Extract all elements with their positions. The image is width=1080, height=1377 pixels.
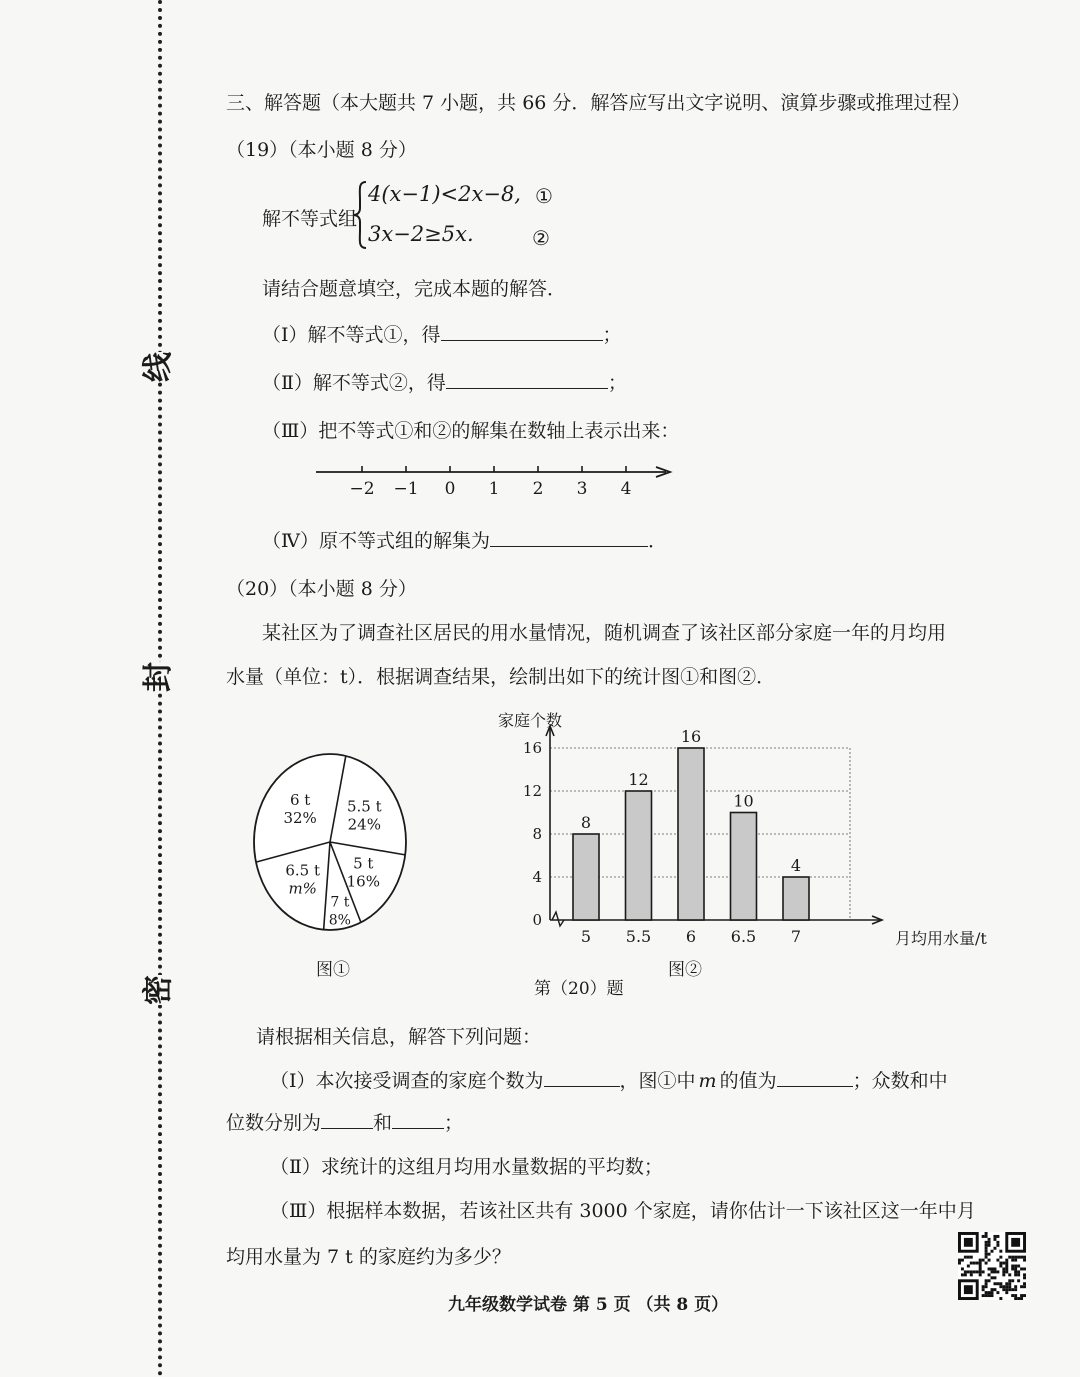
number-line-label: 2 [532, 479, 544, 499]
number-line-ticks [349, 466, 631, 499]
bar-6.5 [731, 813, 757, 921]
number-line-label: 3 [576, 479, 588, 499]
q20-part1-line1 [270, 1066, 948, 1093]
bar-value-label: 8 [580, 813, 592, 832]
q20-part2: （Ⅱ）求统计的这组月均用水量数据的平均数； [270, 1156, 663, 1178]
x-tick-label: 6 [685, 927, 697, 946]
inequality-2: 3x−2≥5x. [368, 222, 474, 246]
part2-text: （Ⅱ）解不等式②，得 [262, 372, 446, 394]
bar-5 [573, 834, 599, 920]
q19-instruction: 请结合题意填空，完成本题的解答． [262, 278, 567, 300]
pie-percent-label: m% [288, 879, 317, 898]
part1-answer-blank[interactable] [441, 321, 603, 341]
x-tick-label: 5.5 [625, 927, 652, 946]
margin-char-feng: 封 [133, 662, 177, 692]
number-line-label: −1 [393, 479, 419, 499]
page-footer: 九年级数学试卷 第 5 页 （共 8 页） [448, 1295, 729, 1315]
number-line-label: 1 [488, 479, 500, 499]
number-line[interactable] [310, 458, 690, 508]
axis-break [552, 912, 564, 926]
qi-a-text: （Ⅰ）本次接受调查的家庭个数为 [270, 1070, 544, 1092]
margin-char-mi: 密 [133, 975, 177, 1005]
part1-text: （Ⅰ）解不等式①，得 [262, 324, 441, 346]
pie-percent-label: 8% [328, 912, 351, 929]
part4-text: （Ⅳ）原不等式组的解集为 [262, 530, 490, 552]
qi-e-text: 位数分别为 [226, 1112, 322, 1134]
brace-symbol [350, 180, 370, 250]
q19-part2 [262, 368, 627, 395]
q19-header: （19）（本小题 8 分） [226, 139, 417, 161]
fig1-caption: 图① [316, 960, 350, 980]
x-tick-label: 6.5 [730, 927, 757, 946]
q19-part3: （Ⅲ）把不等式①和②的解集在数轴上表示出来： [262, 420, 680, 442]
qi-g-text: ； [444, 1112, 464, 1134]
y-tick-label: 8 [532, 825, 542, 843]
y-tick-label: 12 [522, 782, 542, 800]
x-tick-label: 5 [580, 927, 592, 946]
inequality-2-mark: ② [532, 226, 550, 250]
bar-5.5 [626, 791, 652, 920]
q20-part3-line1: （Ⅲ）根据样本数据，若该社区共有 3000 个家庭，请你估计一下该社区这一年中月 [270, 1200, 976, 1222]
mode-blank[interactable] [321, 1109, 373, 1129]
part4-period: ． [647, 530, 667, 552]
q20-para2: 水量（单位：t）．根据调查结果，绘制出如下的统计图①和图②． [226, 666, 776, 688]
q19-part4 [262, 526, 667, 553]
bar-value-label: 10 [733, 791, 754, 811]
pie-percent-label: 32% [283, 809, 317, 828]
number-line-label: −2 [349, 479, 375, 499]
pie-category-label: 6.5 t [285, 861, 321, 880]
median-blank[interactable] [392, 1109, 444, 1129]
x-tick-label: 7 [790, 927, 802, 946]
q20-part1-line2 [226, 1108, 463, 1135]
part4-answer-blank[interactable] [490, 527, 648, 547]
bar-value-label: 16 [680, 727, 702, 746]
fig2-caption: 图② [668, 960, 702, 980]
y-tick-label: 4 [532, 868, 542, 886]
pie-category-label: 5 t [353, 854, 374, 873]
y-tick-label: 16 [522, 739, 542, 757]
pie-category-label: 5.5 t [346, 797, 382, 816]
bar-7 [783, 877, 809, 920]
qi-d-text: ；众数和中 [852, 1070, 948, 1092]
qi-f-text: 和 [373, 1112, 393, 1134]
part1-semicolon: ； [602, 324, 622, 346]
part2-semicolon: ； [607, 372, 627, 394]
pie-chart [250, 752, 420, 932]
pie-category-label: 7 t [330, 894, 350, 911]
y-axis-label: 家庭个数 [497, 711, 563, 730]
q19-part1 [262, 320, 622, 347]
q19-intro: 解不等式组 [262, 208, 358, 230]
figure-caption: 第（20）题 [534, 979, 624, 999]
margin-char-xian: 线 [133, 352, 177, 382]
bar-value-label: 12 [628, 770, 649, 789]
section3-title: 三、解答题（本大题共 7 小题，共 66 分．解答应写出文字说明、演算步骤或推理过程） [226, 92, 971, 114]
qr-code[interactable] [958, 1232, 1026, 1300]
number-line-label: 4 [620, 479, 632, 499]
qi-m-variable: m [698, 1070, 717, 1092]
inequality-1-mark: ① [535, 184, 553, 208]
bar-6 [678, 748, 704, 920]
m-value-blank[interactable] [777, 1067, 853, 1087]
pie-category-label: 6 t [289, 791, 311, 810]
pie-percent-label: 16% [346, 872, 380, 891]
bar-value-label: 4 [790, 856, 802, 875]
q20-header: （20）（本小题 8 分） [226, 578, 417, 600]
part2-answer-blank[interactable] [446, 369, 608, 389]
inequality-1: 4(x−1)<2x−8, [368, 182, 521, 206]
q20-part3-line2: 均用水量为 7 t 的家庭约为多少？ [226, 1246, 511, 1268]
x-axis-label: 月均用水量/t [895, 929, 987, 948]
pie-percent-label: 24% [347, 815, 381, 834]
bar-chart [470, 706, 987, 966]
q20-questions-intro: 请根据相关信息，解答下列问题： [256, 1026, 542, 1048]
q20-para1: 某社区为了调查社区居民的用水量情况，随机调查了该社区部分家庭一年的月均用 [262, 622, 947, 644]
number-line-label: 0 [444, 479, 456, 499]
qi-b-text: ，图①中 [619, 1070, 696, 1092]
qi-c-text: 的值为 [719, 1070, 777, 1092]
household-count-blank[interactable] [544, 1067, 620, 1087]
y-tick-label: 0 [532, 911, 542, 929]
